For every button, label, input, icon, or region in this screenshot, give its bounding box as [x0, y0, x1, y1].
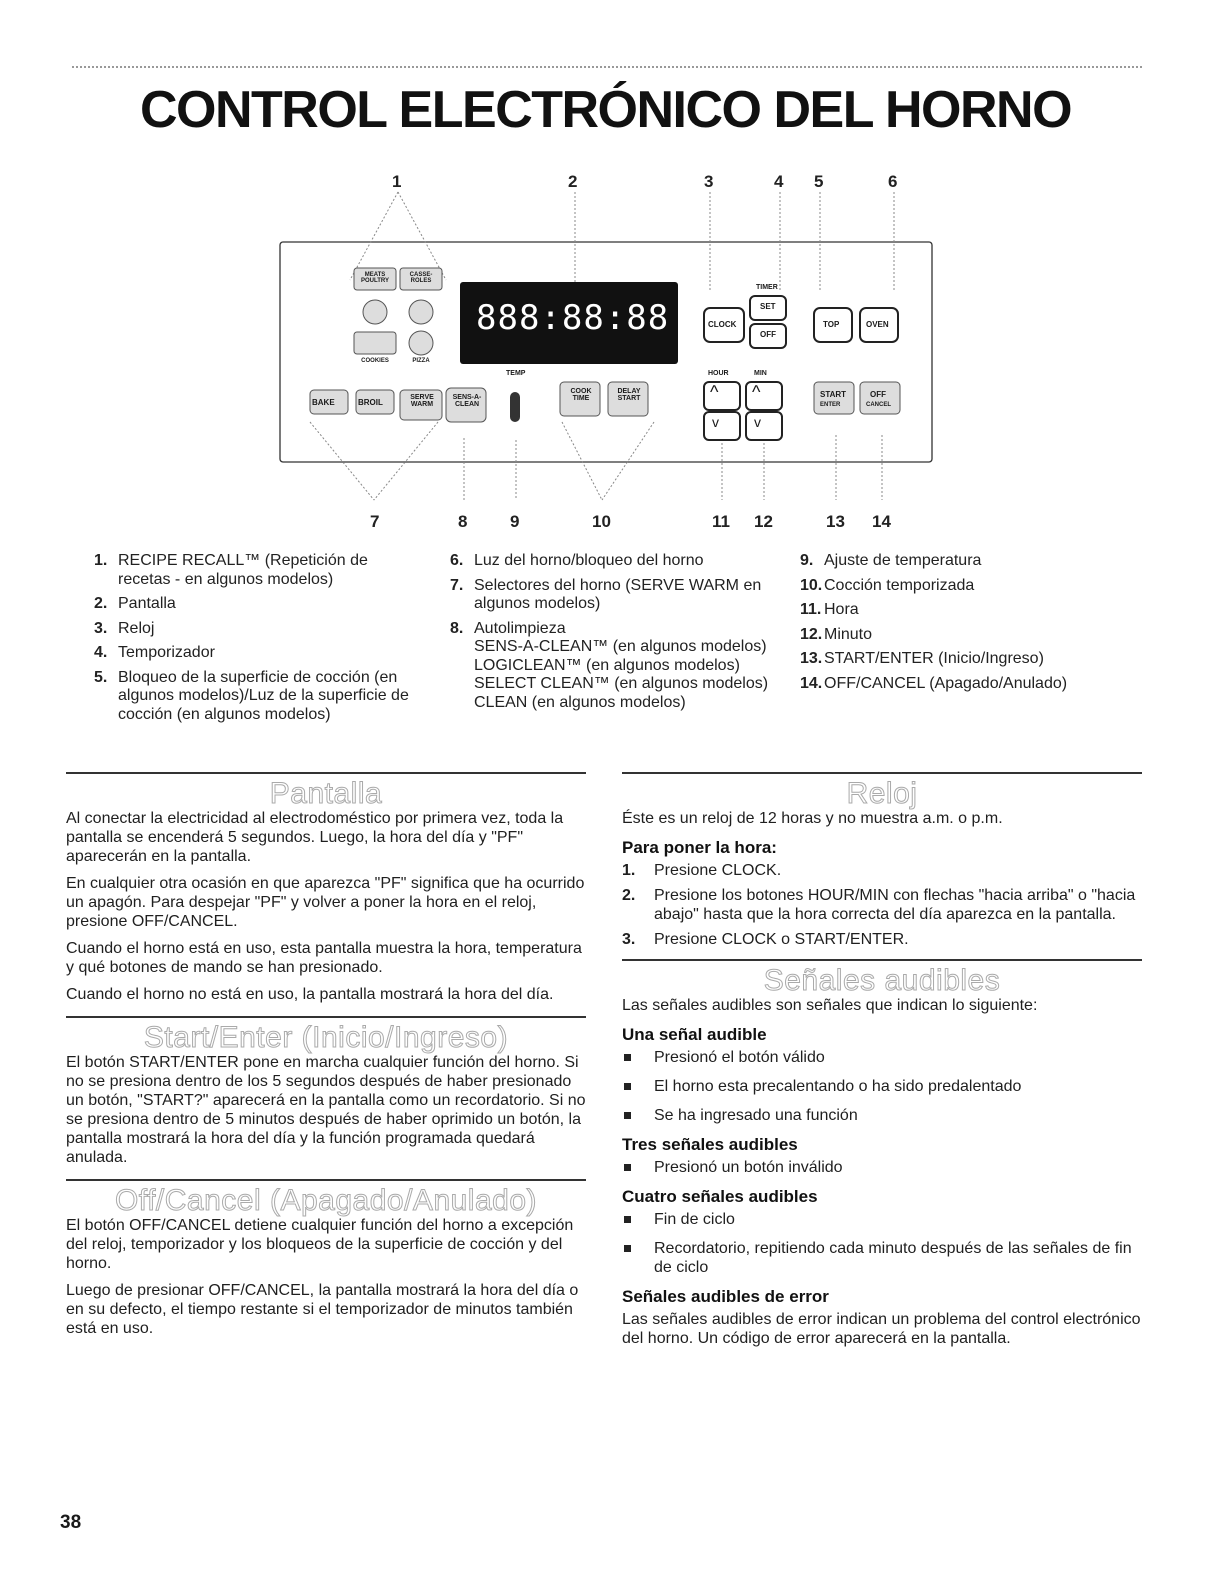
bullet-item: Se ha ingresado una función — [622, 1106, 1142, 1125]
section-rule — [66, 1179, 586, 1181]
section-rule — [66, 1016, 586, 1018]
legend-item: 1. RECIPE RECALL™ (Repetición de recetas - en algunos modelos) — [94, 552, 368, 588]
min-label: MIN — [754, 370, 767, 377]
section-rule — [622, 959, 1142, 961]
callout-8: 8 — [458, 512, 468, 531]
section-rule — [622, 772, 1142, 774]
subheading: Cuatro señales audibles — [622, 1187, 818, 1206]
delay-start-button: DELAY START — [617, 388, 641, 402]
callout-12: 12 — [754, 512, 773, 531]
clock-button: CLOCK — [708, 320, 737, 329]
legend-col-2 — [450, 552, 790, 718]
paragraph: Las señales audibles de error indican un problema del control electrónico del horno. Un código de error aparecerá en la pantalla. — [622, 1311, 1141, 1347]
callout-5: 5 — [814, 172, 824, 191]
oven-light-button: OVEN — [866, 320, 889, 329]
legend-item: 8. Autolimpieza SENS-A-CLEAN™ (en algunos modelos) LOGICLEAN™ (en algunos modelos) SELECT CLEAN™ (en algunos modelos) CLEAN (en algunos modelos) — [450, 619, 769, 711]
legend-item: 11. Hora — [800, 601, 859, 618]
callout-14: 14 — [872, 512, 891, 531]
callout-3: 3 — [704, 172, 714, 191]
bullet-item: Presionó un botón inválido — [622, 1158, 1142, 1177]
timer-set-button: SET — [760, 302, 776, 311]
subheading: Para poner la hora: — [622, 838, 777, 857]
right-column — [622, 772, 1142, 1356]
legend-item: 6. Luz del horno/bloqueo del horno — [450, 552, 704, 569]
legend-item: 13. START/ENTER (Inicio/Ingreso) — [800, 650, 1044, 667]
top-dotted-rule — [72, 66, 1144, 68]
off-cancel-heading: Off/Cancel (Apagado/Anulado) — [114, 1184, 538, 1217]
section-rule — [66, 772, 586, 774]
start-button: START — [820, 390, 847, 399]
min-down-icon: v — [754, 414, 761, 430]
cancel-sub: CANCEL — [866, 402, 891, 408]
paragraph: Luego de presionar OFF/CANCEL, la pantalla mostrará la hora del día o en su defecto, el tiempo restante si el temporizador de minutos también está en uso. — [66, 1282, 579, 1337]
control-panel-diagram — [270, 160, 950, 540]
legend-item: 14. OFF/CANCEL (Apagado/Anulado) — [800, 674, 1068, 692]
reloj-heading: Reloj — [846, 777, 918, 810]
legend-item: 9. Ajuste de temperatura — [800, 552, 982, 569]
top-light-button: TOP — [823, 320, 840, 329]
subheading: Una señal audible — [622, 1025, 767, 1044]
legend-item: 3. Reloj — [94, 619, 155, 637]
legend-col-1 — [94, 552, 414, 730]
legend-col-3 — [800, 552, 1140, 699]
bullet-item: Recordatorio, repitiendo cada minuto después de las señales de fin de ciclo — [622, 1239, 1142, 1277]
start-sub: ENTER — [820, 402, 841, 408]
callout-6: 6 — [888, 172, 898, 191]
bullet-item: Fin de ciclo — [622, 1210, 1142, 1229]
paragraph: Éste es un reloj de 12 horas y no muestra a.m. o p.m. — [622, 810, 1003, 827]
page-number: 38 — [60, 1512, 82, 1533]
paragraph: Cuando el horno está en uso, esta pantalla muestra la hora, temperatura y qué botones de mando se han presionado. — [66, 940, 582, 976]
bullet-item: El horno esta precalentando o ha sido predalentado — [622, 1077, 1142, 1096]
legend-item: 2. Pantalla — [94, 595, 176, 612]
hour-label: HOUR — [708, 370, 729, 377]
cook-time-button: COOK TIME — [570, 388, 592, 402]
broil-button: BROIL — [358, 398, 383, 407]
left-column — [66, 772, 586, 1346]
start-enter-heading: Start/Enter (Inicio/Ingreso) — [143, 1021, 509, 1054]
timer-label: TIMER — [756, 284, 778, 291]
legend-item: 12. Minuto — [800, 625, 873, 643]
bake-button: BAKE — [312, 398, 335, 407]
callout-10: 10 — [592, 512, 611, 531]
callout-11: 11 — [712, 512, 730, 531]
callout-13: 13 — [826, 512, 845, 531]
panel-drawing — [270, 160, 950, 540]
pantalla-heading: Pantalla — [269, 777, 383, 810]
callout-7: 7 — [370, 512, 380, 531]
subheading: Señales audibles de error — [622, 1287, 829, 1306]
temp-label: TEMP — [506, 370, 526, 377]
sens-a-clean-button: SENS-A- CLEAN — [452, 394, 482, 408]
legend-item: 4. Temporizador — [94, 644, 215, 661]
paragraph: En cualquier otra ocasión en que aparezca "PF" significa que ha ocurrido un apagón. Para despejar "PF" y volver a poner la hora en el reloj, presione OFF/CANCEL. — [66, 875, 585, 930]
pizza-button: PIZZA — [412, 358, 430, 364]
off-cancel-button: OFF — [870, 390, 886, 399]
page-title: CONTROL ELECTRÓNICO DEL HORNO — [139, 81, 1072, 139]
step-item: 3. Presione CLOCK o START/ENTER. — [622, 931, 909, 948]
legend-item: 7. Selectores del horno (SERVE WARM en algunos modelos) — [450, 576, 762, 612]
callout-4: 4 — [774, 172, 784, 191]
casseroles-button: CASSE- ROLES — [409, 272, 433, 284]
callout-1: 1 — [392, 172, 402, 191]
cookies-button: COOKIES — [361, 358, 389, 364]
serve-warm-button: SERVE WARM — [410, 394, 434, 408]
paragraph: Al conectar la electricidad al electrodoméstico por primera vez, toda la pantalla se encenderá 5 segundos. Luego, la hora del día y "PF" aparecerán en la pantalla. — [66, 810, 564, 865]
paragraph: Cuando el horno no está en uso, la pantalla mostrará la hora del día. — [66, 986, 554, 1003]
hour-up-icon: ^ — [710, 382, 719, 402]
legend-item: 5. Bloqueo de la superficie de cocción (en algunos modelos)/Luz de la superficie de cocción (en algunos modelos) — [94, 668, 409, 723]
bullet-item: Presionó el botón válido — [622, 1048, 1142, 1067]
min-up-icon: ^ — [752, 382, 761, 402]
paragraph: El botón START/ENTER pone en marcha cualquier función del horno. Si no se presiona dentro de los 5 segundos después de haber presionado un botón, "START?" aparecerá en la pantalla como un recordatorio. Si no se presiona dentro de 5 minutos después de haber oprimido un botón, la pantalla mostrará la hora del día y la función programada quedará anulada. — [66, 1054, 586, 1166]
step-item: 2. Presione los botones HOUR/MIN con flechas "hacia arriba" o "hacia abajo" hasta que la hora correcta del día aparezca en la pantalla. — [622, 887, 1136, 923]
paragraph: El botón OFF/CANCEL detiene cualquier función del horno a excepción del reloj, temporizador y los bloqueos de la superficie de cocción y del horno. — [66, 1217, 574, 1272]
callout-9: 9 — [510, 512, 520, 531]
callout-2: 2 — [568, 172, 578, 191]
legend-item: 10. Cocción temporizada — [800, 576, 975, 594]
timer-off-button: OFF — [760, 330, 776, 339]
step-item: 1. Presione CLOCK. — [622, 862, 782, 879]
hour-down-icon: v — [712, 414, 719, 430]
subheading: Tres señales audibles — [622, 1135, 798, 1154]
senales-heading: Señales audibles — [763, 964, 1001, 997]
display-digits: 888:88:88 — [476, 298, 670, 338]
paragraph: Las señales audibles son señales que indican lo siguiente: — [622, 997, 1038, 1014]
meats-button: MEATS POULTRY — [361, 272, 389, 284]
